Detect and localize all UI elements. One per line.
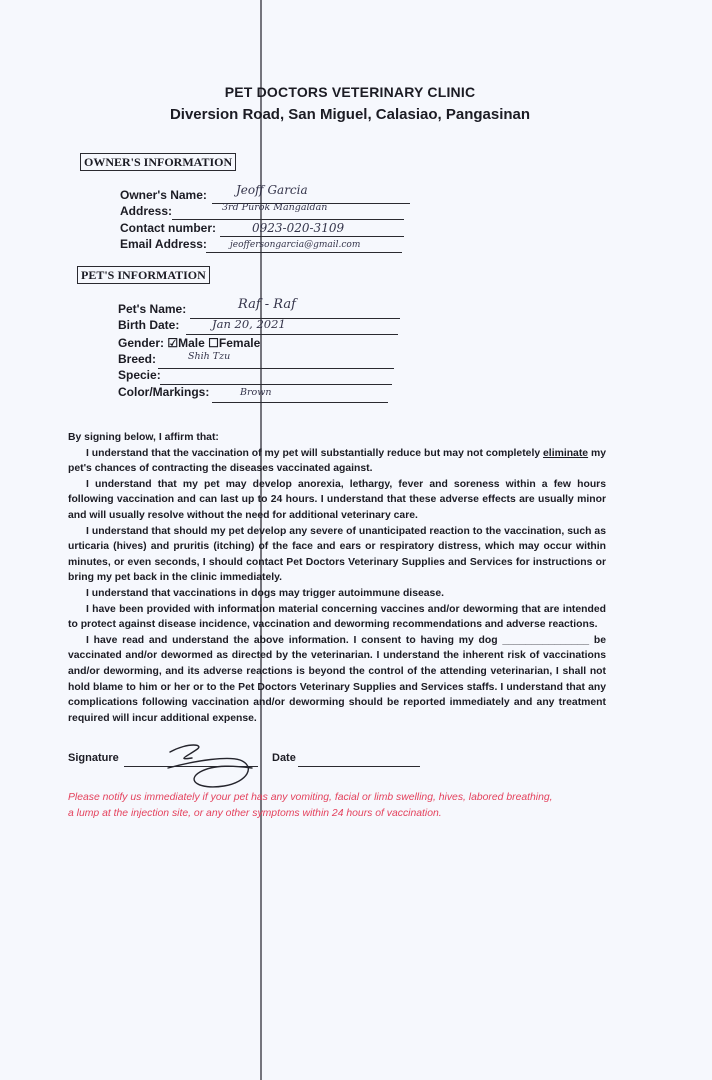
pet-name-label: Pet's Name:: [118, 302, 187, 316]
breed-value[interactable]: Shih Tzu: [188, 351, 231, 362]
breed-label: Breed:: [118, 352, 157, 366]
gender-label: Gender:: [118, 336, 165, 350]
consent-paragraph-2: I understand that my pet may develop anorexia, lethargy, fever and soreness within a few hours following vaccination and can last up to 24 hours. I understand that these adverse effects are usually minor and will usually resolve without the need for additional veterinary care.: [68, 478, 606, 521]
owner-section-title: OWNER'S INFORMATION: [80, 153, 236, 171]
owner-name-label: Owner's Name:: [120, 188, 207, 202]
gender-row: [118, 336, 260, 350]
address-line[interactable]: [172, 219, 404, 220]
dog-name-blank[interactable]: _______________: [502, 634, 590, 646]
clinic-name: PET DOCTORS VETERINARY CLINIC: [224, 84, 476, 100]
gender-male-label: Male: [178, 336, 205, 350]
contact-label: Contact number:: [120, 221, 216, 235]
contact-value[interactable]: 0923-020-3109: [252, 221, 345, 235]
owner-name-value[interactable]: Jeoff Garcia: [236, 183, 308, 197]
date-line[interactable]: [298, 766, 420, 767]
signature-mark: [148, 738, 264, 790]
color-label: Color/Markings:: [118, 385, 210, 399]
clinic-address: Diversion Road, San Miguel, Calasiao, Pangasinan: [169, 106, 531, 123]
consent-paragraph-6: I have read and understand the above information. I consent to having my dog _______________ be vaccinated and/or dewormed as directed by the veterinarian. I understand the inherent risk of vaccinations and/or deworming, and its adverse reactions is beyond the control of the attending veterinarian, I shall not hold blame to him or her or to the Pet Doctors Veterinary Supplies and Services staffs. I understand that any complications following vaccination and/or deworming should be reported immediately and any treatment required will incur additional expense.: [68, 634, 606, 724]
contact-line[interactable]: [220, 236, 404, 237]
consent-paragraph-3: I understand that should my pet develop any severe of unanticipated reaction to the vaccination, such as urticaria (hives) and pruritis (itching) of the face and ears or respiratory distress, which may occur within minutes, or even seconds, I should contact Pet Doctors Veterinary Supplies and Services for instructions or bring my pet back in the clinic immediately.: [68, 525, 606, 584]
breed-line[interactable]: [158, 368, 394, 369]
consent-paragraph-1: I understand that the vaccination of my pet will substantially reduce but may not completely eliminate my pet's chances of contracting the diseases vaccinated against.: [68, 447, 607, 475]
email-label: Email Address:: [120, 237, 207, 251]
color-line[interactable]: [212, 402, 388, 403]
consent-paragraph-4: I understand that vaccinations in dogs may trigger autoimmune disease.: [86, 587, 444, 599]
pet-name-value[interactable]: Raf - Raf: [238, 297, 296, 312]
pet-section-title: PET'S INFORMATION: [77, 266, 210, 284]
address-label: Address:: [120, 204, 173, 218]
birth-date-value[interactable]: Jan 20, 2021: [212, 317, 286, 331]
post-vaccination-notice: Please notify us immediately if your pet has any vomiting, facial or limb swelling, hives, labored breathing, a lump at the injection site, or any other symptoms within 24 hours of vaccination.: [68, 792, 553, 819]
date-label: Date: [272, 752, 296, 764]
email-value[interactable]: jeoffersongarcia@gmail.com: [230, 240, 361, 250]
signature-label: Signature: [68, 752, 119, 764]
consent-text: [68, 430, 606, 726]
birth-date-label: Birth Date:: [118, 318, 180, 332]
color-value[interactable]: Brown: [240, 387, 272, 398]
consent-eliminate-emphasis: eliminate: [543, 447, 589, 459]
gender-male-checkbox[interactable]: ☑: [167, 336, 179, 350]
email-line[interactable]: [206, 252, 402, 253]
gender-female-checkbox[interactable]: ☐: [208, 336, 219, 350]
consent-intro: By signing below, I affirm that:: [68, 432, 219, 443]
specie-label: Specie:: [118, 368, 161, 382]
birth-date-line[interactable]: [186, 334, 398, 335]
gender-female-label: Female: [218, 336, 261, 350]
address-value[interactable]: 3rd Purok Mangaldan: [222, 202, 328, 213]
consent-paragraph-5: I have been provided with information material concerning vaccines and/or deworming that are intended to protect against disease incidence, vaccination and deworming recommendations and adverse reactions.: [68, 603, 606, 631]
